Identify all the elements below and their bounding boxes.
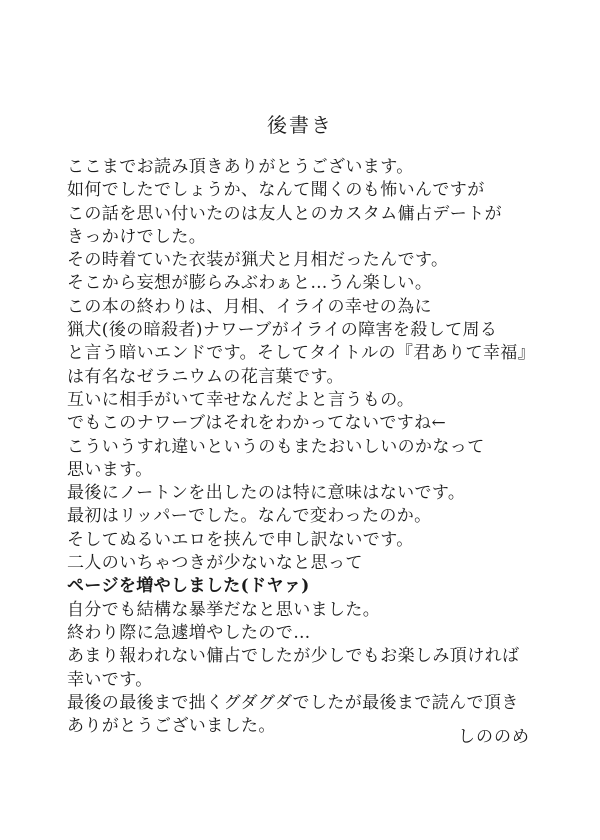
page-title: 後書き [267, 113, 333, 137]
text-line: 二人のいちゃつきが少ないなと思って [67, 553, 363, 574]
afterword-body [67, 156, 587, 738]
text-line: 最初はリッパーでした。なんで変わったのか。 [67, 506, 432, 527]
author-signature: しののめ [458, 727, 530, 747]
text-line: は有名なゼラニウムの花言葉です。 [67, 366, 344, 387]
text-line: 猟犬(後の暗殺者)ナワーブがイライの障害を殺して周る [67, 320, 498, 341]
text-line: きっかけでした。 [67, 226, 207, 247]
text-line: その時着ていた衣装が猟犬と月相だったんです。 [67, 250, 449, 271]
text-line: この話を思い付いたのは友人とのカスタム傭占デートが [67, 203, 502, 224]
text-line: そしてぬるいエロを挟んで申し訳ないです。 [67, 529, 414, 550]
text-line: 如何でしたでしょうか、なんて聞くのも怖いんですが [67, 180, 485, 201]
text-line: この本の終わりは、月相、イライの幸せの為に [67, 296, 432, 317]
text-line: あまり報われない傭占でしたが少しでもお楽しみ頂ければ [67, 646, 520, 667]
text-line: 思います。 [67, 459, 153, 480]
emphasized-text-line: ページを増やしました(ドヤァ) [67, 576, 310, 597]
text-line: と言う暗いエンドです。そしてタイトルの『君ありて幸福』 [67, 343, 536, 364]
text-line: ここまでお読み頂きありがとうございます。 [67, 157, 414, 177]
text-line: 最後にノートンを出したのは特に意味はないです。 [67, 483, 466, 504]
text-line: そこから妄想が膨らみぶわぁと…うん楽しい。 [67, 273, 433, 294]
text-line: 幸いです。 [67, 669, 153, 690]
text-line: 自分でも結構な暴挙だなと思いました。 [67, 599, 381, 620]
text-line: 終わり際に急遽増やしたので… [67, 622, 311, 643]
text-line: ありがとうございました。 [67, 716, 276, 737]
text-line: こういうすれ違いというのもまたおいしいのかなって [67, 436, 485, 457]
text-line: 互いに相手がいて幸せなんだよと言うもの。 [67, 389, 415, 410]
text-line: でもこのナワーブはそれをわかってないですね← [67, 413, 447, 434]
text-line: 最後の最後まで拙くグダグダでしたが最後まで読んで頂き [67, 692, 519, 713]
